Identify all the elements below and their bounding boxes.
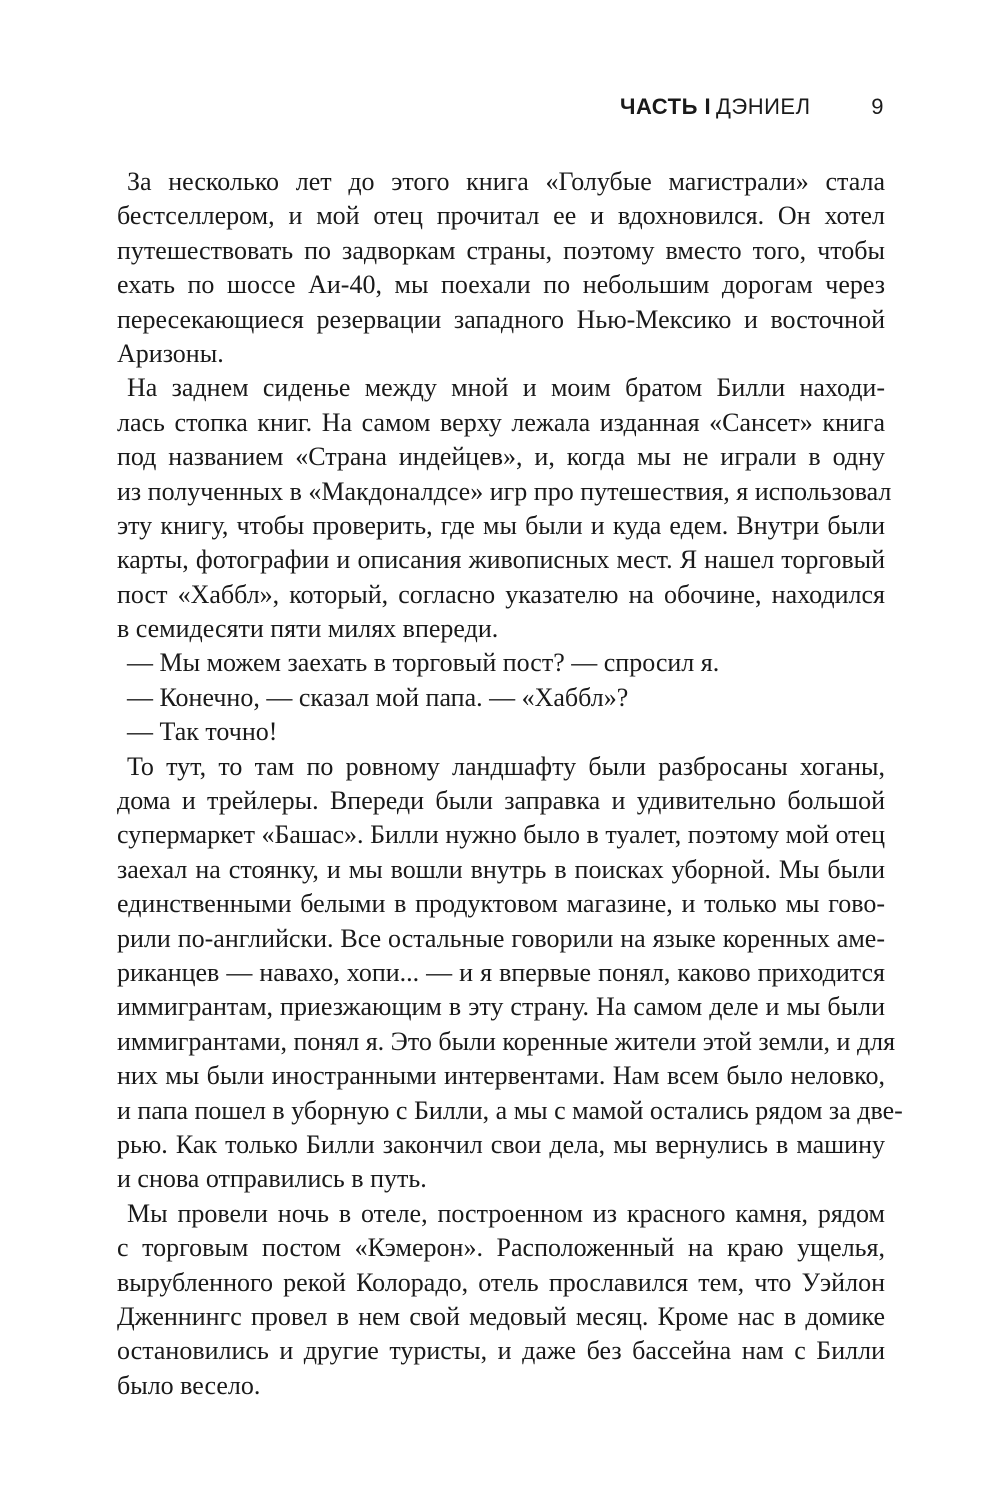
page-number: 9 <box>871 94 884 119</box>
text-line: остановились и другие туристы, и даже без бассейна нам с Билли <box>117 1336 885 1366</box>
text-line: То тут, то там по ровному ландшафту были разбросаны хоганы, <box>127 751 885 781</box>
text-line: пост «Хаббл», который, согласно указателю на обочине, находился <box>117 579 885 609</box>
text-line: из полученных в «Макдоналдсе» игр про путешествия, я использовал <box>117 476 892 506</box>
text-line: иммигрантам, приезжающим в эту страну. На самом деле и мы были <box>117 992 885 1022</box>
text-line: иммигрантами, понял я. Это были коренные жители этой земли, и для <box>117 1026 896 1056</box>
text-line: и папа пошел в уборную с Билли, а мы с мамой остались рядом за две- <box>117 1095 903 1125</box>
text-line: За несколько лет до этого книга «Голубые магистрали» стала <box>127 167 885 196</box>
text-line: них мы были иностранными интервентами. Нам всем было неловко, <box>117 1061 885 1091</box>
text-line: риканцев — навахо, хопи... — и я впервые понял, каково приходится <box>117 957 885 987</box>
text-line: было весело. <box>117 1370 261 1400</box>
text-line: — Мы можем заехать в торговый пост? — спросил я. <box>127 648 720 678</box>
text-line: Аризоны. <box>117 338 224 368</box>
text-line: заехал на стоянку, и мы вошли внутрь в поисках уборной. Мы были <box>117 854 885 884</box>
chapter-title: ДЭНИЕЛ <box>716 94 811 119</box>
text-line: рили по-английски. Все остальные говорили на языке коренных аме- <box>117 923 885 953</box>
part-label: ЧАСТЬ I <box>620 94 712 119</box>
text-line: карты, фотографии и описания живописных мест. Я нашел торговый <box>117 545 885 575</box>
text-line: супермаркет «Башас». Билли нужно было в туалет, поэтому мой отец <box>117 820 885 850</box>
text-line: Мы провели ночь в отеле, построенном из красного камня, рядом <box>127 1198 885 1228</box>
body-text <box>117 165 903 1403</box>
text-line: единственными белыми в продуктовом магазине, и только мы гово- <box>117 889 885 919</box>
text-line: Дженнингс провел в нем свой медовый месяц. Кроме нас в домике <box>117 1301 885 1331</box>
text-line: пересекающиеся резервации западного Нью-Мексико и восточной <box>117 304 885 334</box>
text-line: путешествовать по задворкам страны, поэтому вместо того, чтобы <box>117 235 885 265</box>
text-line: вырубленного рекой Колорадо, отель прославился тем, что Уэйлон <box>117 1267 885 1297</box>
text-line: под названием «Страна индейцев», и, когда мы не играли в одну <box>117 442 885 472</box>
text-line: ехать по шоссе Аи-40, мы поехали по небольшим дорогам через <box>117 270 885 300</box>
text-line: лась стопка книг. На самом верху лежала изданная «Сансет» книга <box>117 407 885 437</box>
text-line: и снова отправились в путь. <box>117 1164 427 1194</box>
text-line: в семидесяти пяти милях впереди. <box>117 614 499 644</box>
text-line: — Так точно! <box>127 717 278 747</box>
text-line: эту книгу, чтобы проверить, где мы были и куда едем. Внутри были <box>117 510 885 540</box>
text-line: рью. Как только Билли закончил свои дела, мы вернулись в машину <box>117 1129 885 1159</box>
text-line: бестселлером, и мой отец прочитал ее и вдохновился. Он хотел <box>117 201 885 231</box>
text-line: с торговым постом «Кэмерон». Расположенный на краю ущелья, <box>117 1233 885 1263</box>
running-head <box>620 94 884 128</box>
text-line: — Конечно, — сказал мой папа. — «Хаббл»? <box>127 682 629 712</box>
text-line: дома и трейлеры. Впереди были заправка и удивительно большой <box>117 786 885 816</box>
text-line: На заднем сиденье между мной и моим братом Билли находи- <box>127 373 885 403</box>
